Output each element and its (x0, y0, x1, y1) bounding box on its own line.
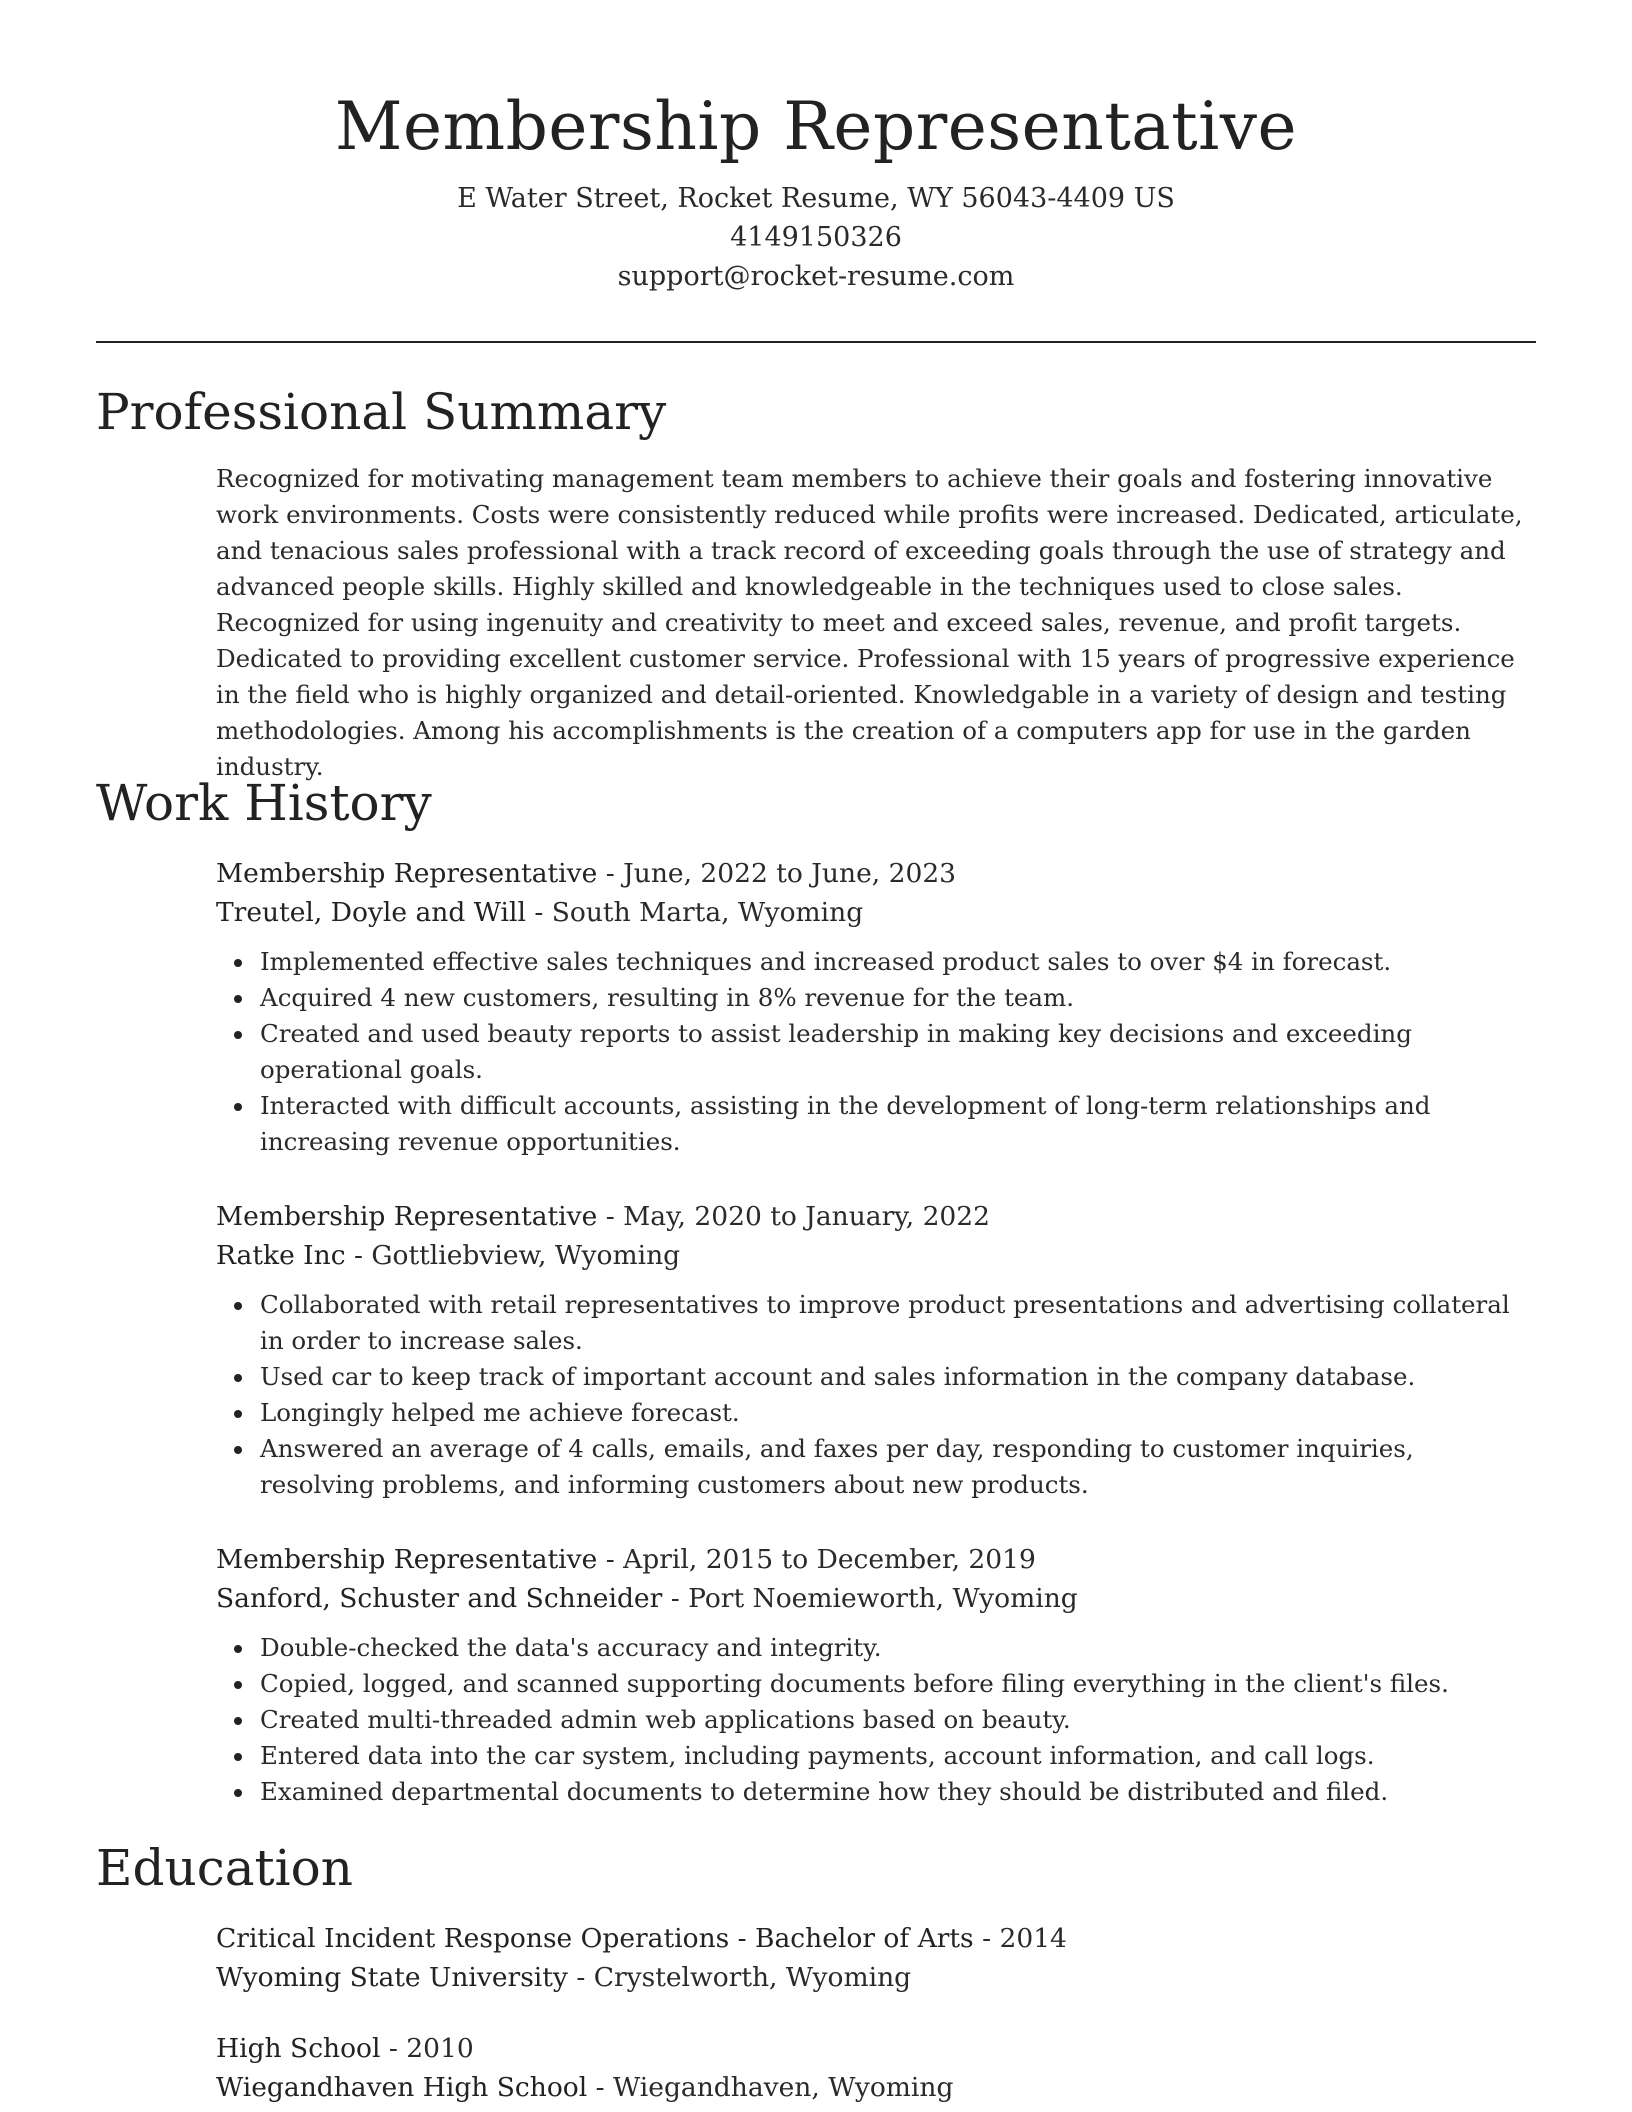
job-location: - Gottliebview, Wyoming (345, 1240, 681, 1271)
section-title-education: Education (96, 1839, 353, 1897)
job-position: Membership Representative (216, 1201, 598, 1232)
job-dates: - June, 2022 to June, 2023 (597, 858, 957, 889)
education-degree-line (216, 1919, 1532, 1958)
job-company-line (216, 1579, 1532, 1618)
job-title-line (216, 1197, 1532, 1236)
education-location: - Wiegandhaven, Wyoming (587, 2072, 954, 2103)
duty-item: Created multi-threaded admin web applications based on beauty. (260, 1702, 1532, 1738)
duty-item: Created and used beauty reports to assist leadership in making key decisions and exceeding operational goals. (260, 1016, 1532, 1088)
job-position: Membership Representative (216, 1544, 598, 1575)
job-title-line (216, 854, 1532, 893)
duty-item: Examined departmental documents to determine how they should be distributed and filed. (260, 1774, 1532, 1810)
contact-address: E Water Street, Rocket Resume, WY 56043-4409 US (457, 183, 1175, 214)
job-duties-list (216, 1630, 1532, 1810)
section-title-summary: Professional Summary (96, 383, 667, 441)
job-location: - Port Noemieworth, Wyoming (662, 1583, 1078, 1614)
duty-item: Implemented effective sales techniques and increased product sales to over $4 in forecast. (260, 944, 1532, 980)
summary-block (216, 461, 1532, 785)
education-degree-line (216, 2029, 1532, 2068)
candidate-name: Membership Representative (334, 88, 1298, 165)
job-company-line (216, 893, 1532, 932)
resume-header (96, 82, 1536, 296)
education-year: - 2014 (973, 1923, 1067, 1954)
job-entry (216, 1197, 1532, 1503)
job-company: Sanford, Schuster and Schneider (216, 1583, 663, 1614)
section-title-work-history: Work History (96, 774, 432, 832)
job-title-line (216, 1540, 1532, 1579)
duty-item: Answered an average of 4 calls, emails, and faxes per day, responding to customer inquiries, resolving problems, and informing customers about new products. (260, 1431, 1532, 1503)
duty-item: Entered data into the car system, including payments, account information, and call logs. (260, 1738, 1532, 1774)
duty-item: Acquired 4 new customers, resulting in 8% revenue for the team. (260, 980, 1532, 1016)
job-company: Treutel, Doyle and Will (216, 897, 526, 928)
education-year: - 2010 (380, 2033, 474, 2064)
job-dates: - May, 2020 to January, 2022 (597, 1201, 991, 1232)
job-entry (216, 854, 1532, 1160)
education-school-line (216, 1958, 1532, 1997)
job-location: - South Marta, Wyoming (525, 897, 864, 928)
header-divider (96, 341, 1536, 343)
summary-text: Recognized for motivating management team members to achieve their goals and fostering innovative work environments. Costs were consistently reduced while profits were increased. Dedicated, articulate, and tenacious sales professional with a track record of exceeding goals through the use of strategy and advanced people skills. Highly skilled and knowledgeable in the techniques used to close sales. Recognized for using ingenuity and creativity to meet and exceed sales, revenue, and profit targets. Dedicated to providing excellent customer service. Professional with 15 years of progressive experience in the field who is highly organized and detail-oriented. Knowledgable in a variety of design and testing methodologies. Among his accomplishments is the creation of a computers app for use in the garden industry. (216, 464, 1523, 781)
duty-item: Double-checked the data's accuracy and integrity. (260, 1630, 1532, 1666)
job-position: Membership Representative (216, 858, 598, 889)
education-degree: Critical Incident Response Operations - Bachelor of Arts (216, 1923, 974, 1954)
education-degree: High School (216, 2033, 381, 2064)
job-company: Ratke Inc (216, 1240, 346, 1271)
job-dates: - April, 2015 to December, 2019 (597, 1544, 1036, 1575)
duty-item: Copied, logged, and scanned supporting documents before filing everything in the client's files. (260, 1666, 1532, 1702)
education-school: Wyoming State University (216, 1962, 568, 1993)
education-location: - Crystelworth, Wyoming (567, 1962, 912, 1993)
job-company-line (216, 1236, 1532, 1275)
contact-phone: 4149150326 (730, 222, 902, 253)
education-school-line (216, 2068, 1532, 2107)
duty-item: Used car to keep track of important account and sales information in the company database. (260, 1359, 1532, 1395)
job-entry (216, 1540, 1532, 1810)
education-school: Wiegandhaven High School (216, 2072, 588, 2103)
duty-item: Interacted with difficult accounts, assisting in the development of long-term relationships and increasing revenue opportunities. (260, 1088, 1532, 1160)
job-duties-list (216, 1287, 1532, 1503)
education-entry (216, 2029, 1532, 2107)
contact-email: support@rocket-resume.com (617, 261, 1015, 292)
education-entry (216, 1919, 1532, 1997)
duty-item: Collaborated with retail representatives to improve product presentations and advertising collateral in order to increase sales. (260, 1287, 1532, 1359)
duty-item: Longingly helped me achieve forecast. (260, 1395, 1532, 1431)
job-duties-list (216, 944, 1532, 1160)
